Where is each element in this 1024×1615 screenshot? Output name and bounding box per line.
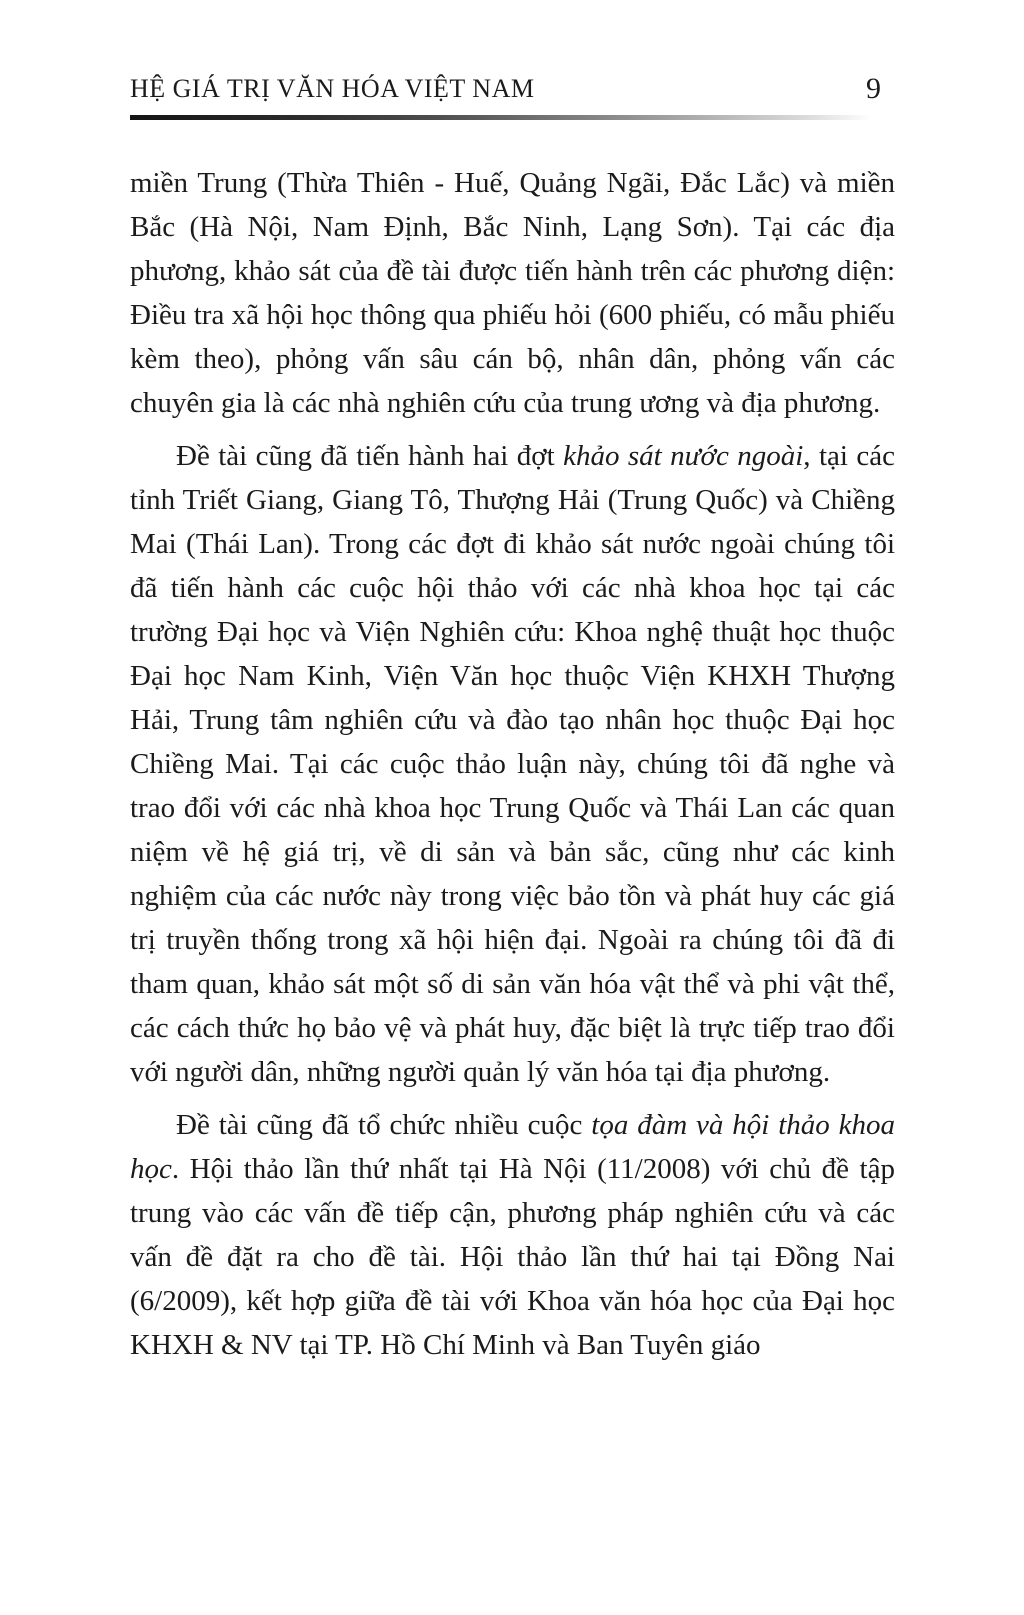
text-segment: Đề tài cũng đã tiến hành hai đợt: [176, 440, 564, 472]
text-segment-italic: khảo sát nước ngoài: [563, 440, 804, 472]
paragraph: [130, 161, 895, 425]
running-header-title: HỆ GIÁ TRỊ VĂN HÓA VIỆT NAM: [130, 74, 535, 103]
text-segment: , tại các tỉnh Triết Giang, Giang Tô, Thượng Hải (Trung Quốc) và Chiềng Mai (Thái Lan). Trong các đợt đi khảo sát nước ngoài chúng tôi đã tiến hành các cuộc hội thảo với các nhà khoa học tại các trường Đại học và Viện Nghiên cứu: Khoa nghệ thuật học thuộc Đại học Nam Kinh, Viện Văn học thuộc Viện KHXH Thượng Hải, Trung tâm nghiên cứu và đào tạo nhân học thuộc Đại học Chiềng Mai. Tại các cuộc thảo luận này, chúng tôi đã nghe và trao đổi với các nhà khoa học Trung Quốc và Thái Lan các quan niệm về hệ giá trị, về di sản và bản sắc, cũng như các kinh nghiệm của các nước này trong việc bảo tồn và phát huy các giá trị truyền thống trong xã hội hiện đại. Ngoài ra chúng tôi đã đi tham quan, khảo sát một số di sản văn hóa vật thể và phi vật thể, các cách thức họ bảo vệ và phát huy, đặc biệt là trực tiếp trao đổi với người dân, những người quản lý văn hóa tại địa phương.: [130, 440, 895, 1088]
text-segment-italic: tọa đàm và hội thảo khoa học: [130, 1109, 896, 1185]
text-segment: miền Trung (Thừa Thiên - Huế, Quảng Ngãi, Đắc Lắc) và miền Bắc (Hà Nội, Nam Định, Bắc Ninh, Lạng Sơn). Tại các địa phương, khảo sát của đề tài được tiến hành trên các phương diện: Điều tra xã hội học thông qua phiếu hỏi (600 phiếu, có mẫu phiếu kèm theo), phỏng vấn sâu cán bộ, nhân dân, phỏng vấn các chuyên gia là các nhà nghiên cứu của trung ương và địa phương.: [130, 167, 895, 419]
header-rule-divider: [130, 115, 872, 120]
page-header: [130, 72, 895, 120]
text-segment: Đề tài cũng đã tổ chức nhiều cuộc: [176, 1109, 592, 1141]
paragraph: [130, 434, 895, 1094]
page-number: 9: [866, 72, 881, 105]
paragraph: [130, 1103, 895, 1367]
text-segment: . Hội thảo lần thứ nhất tại Hà Nội (11/2008) với chủ đề tập trung vào các vấn đề tiếp cận, phương pháp nghiên cứu và các vấn đề đặt ra cho đề tài. Hội thảo lần thứ hai tại Đồng Nai (6/2009), kết hợp giữa đề tài với Khoa văn hóa học của Đại học KHXH & NV tại TP. Hồ Chí Minh và Ban Tuyên giáo: [130, 1153, 895, 1361]
page-body: [130, 161, 895, 1367]
header-row: [130, 72, 895, 106]
